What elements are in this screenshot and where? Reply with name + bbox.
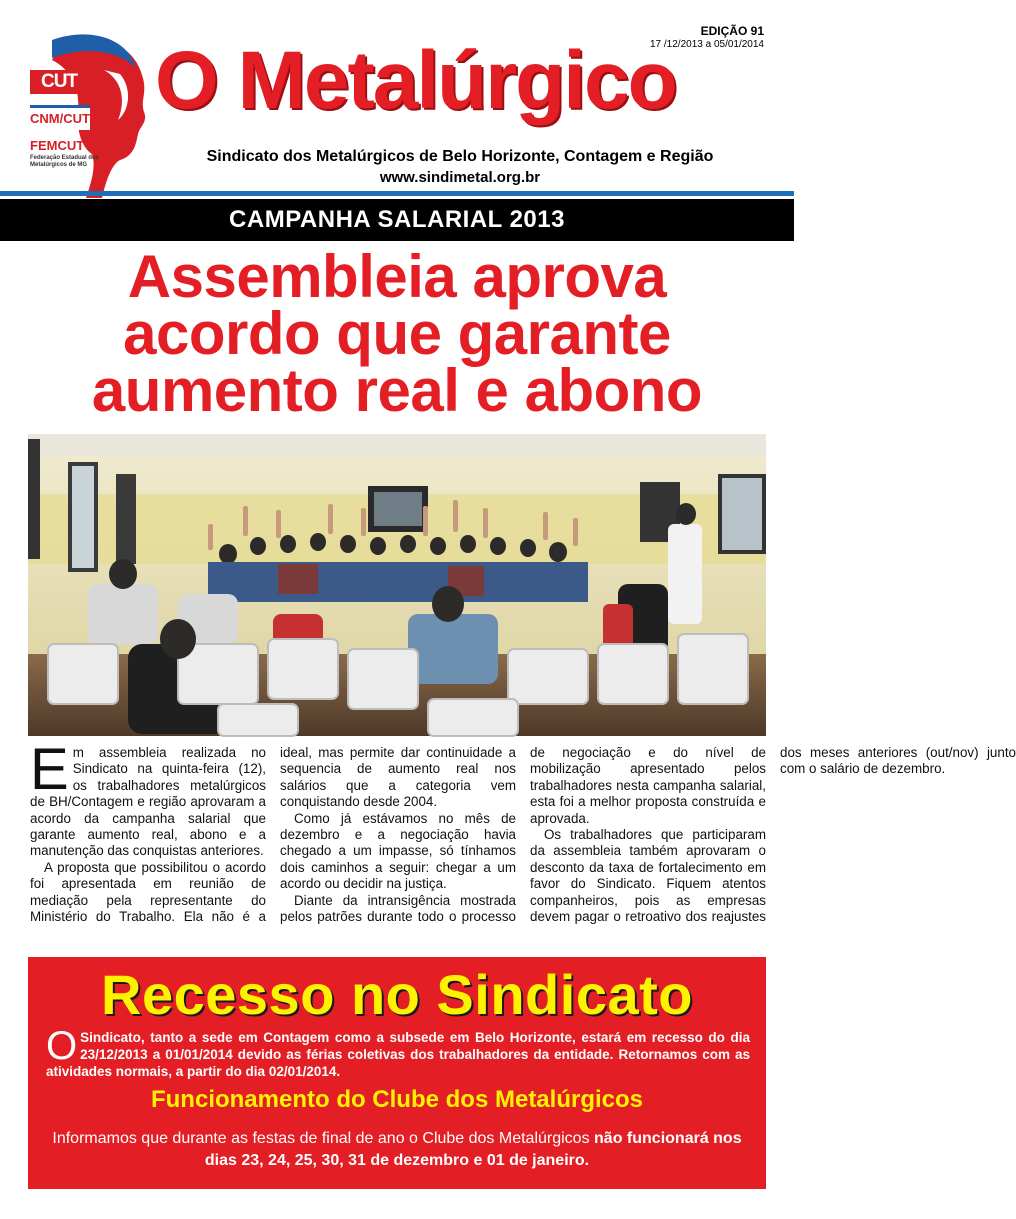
masthead-divider — [0, 191, 794, 196]
fem-text: FEM — [30, 138, 58, 153]
article-dropcap: E — [30, 737, 69, 802]
article-paragraph-3: Como já estávamos no mês de dezembro e a negociação havia chegado a um impasse, só tínhamos dois caminhos a seguir: chegar a um acordo ou decidir na justiça. — [280, 810, 516, 892]
recess-date-start: 23/12/2013 — [80, 1047, 148, 1062]
article-paragraph-1-text: m assembleia realizada no Sindicato na quinta-feira (12), os trabalhadores metalúrgicos de BH/Contagem e região aprovaram a acordo da campanha salarial que garante aumento real, abono e a manutenção das conquistas anteriores. — [30, 745, 266, 859]
recess-title: Recesso no Sindicato — [101, 963, 693, 1026]
article-paragraph-2: A proposta que possibilitou o acordo foi apresentada em reunião de mediação pela representante do Ministério do Trabalho. Ela não é a ideal, mas permite dar continuidade a sequencia de aumento real nos salários que a categoria vem conquistando desde 2004. — [30, 745, 516, 925]
assembly-photo-illustration — [28, 434, 766, 736]
headline-line-3: aumento real e abono — [91, 357, 703, 424]
article-paragraph-1 — [30, 737, 266, 860]
recess-text-c: devido as férias coletivas dos trabalhadores da entidade. Retornamos com as atividades normais, a partir do dia — [46, 1047, 750, 1079]
article-body — [30, 737, 1016, 935]
clube-text — [50, 1128, 744, 1172]
recess-date-end: 01/01/2014 — [165, 1047, 233, 1062]
edition-number: EDIÇÃO 91 — [700, 24, 764, 38]
fem-cut-text: CUT — [57, 138, 85, 153]
article-paragraph-5: Os trabalhadores que participaram da assembleia também aprovaram o desconto da taxa de fortalecimento em favor do Sindicato. Fiquem atentos companheiros, pois as empresas devem pagar o retroativo dos reajustes dos meses anteriores (out/nov) junto com o salário de dezembro. — [530, 745, 1016, 925]
assembly-photo — [28, 434, 766, 736]
clube-text-a: Informamos que durante as festas de final de ano o Clube dos Metalúrgicos — [52, 1130, 595, 1147]
section-banner: CAMPANHA SALARIAL 2013 — [0, 199, 794, 241]
cut-logo: CUT — [30, 70, 88, 94]
website-link[interactable]: www.sindimetal.org.br — [379, 169, 541, 186]
femcut-logo — [30, 138, 92, 154]
main-headline — [10, 243, 784, 424]
edition-dates: 17 /12/2013 a 05/01/2014 — [650, 39, 764, 50]
recess-text-b: a — [147, 1047, 166, 1062]
recess-date-return: 02/01/2014. — [268, 1064, 341, 1079]
cnm-cut-logo: CNM/CUT — [30, 105, 90, 130]
femcut-subtitle: Federação Estadual dos Metalúrgicos de MG — [30, 155, 100, 168]
headline-line-2: acordo que garante — [123, 300, 671, 367]
union-logos — [22, 30, 152, 200]
clube-title: Funcionamento do Clube dos Metalúrgicos — [150, 1086, 644, 1113]
clube-text-b: não funcionará nos dias 23, 24, 25, 30, 31 de dezembro e 01 de janeiro. — [204, 1130, 742, 1169]
union-name: Sindicato dos Metalúrgicos de Belo Horizonte, Contagem e Região — [206, 148, 714, 165]
headline-line-1: Assembleia aprova — [127, 243, 667, 310]
recess-text-a: Sindicato, tanto a sede em Contagem como a subsede em Belo Horizonte, estará em recesso do dia — [80, 1030, 750, 1045]
article-paragraph-4: Diante da intransigência mostrada pelos patrões durante todo o processo de negociação e do nível de mobilização apresentado pelos trabalhadores nesta campanha salarial, esta foi a melhor proposta construída e aprovada. — [280, 745, 766, 925]
recess-text — [46, 1024, 750, 1080]
recess-dropcap: O — [46, 1024, 78, 1068]
newspaper-title: O Metalúrgico — [155, 35, 676, 126]
